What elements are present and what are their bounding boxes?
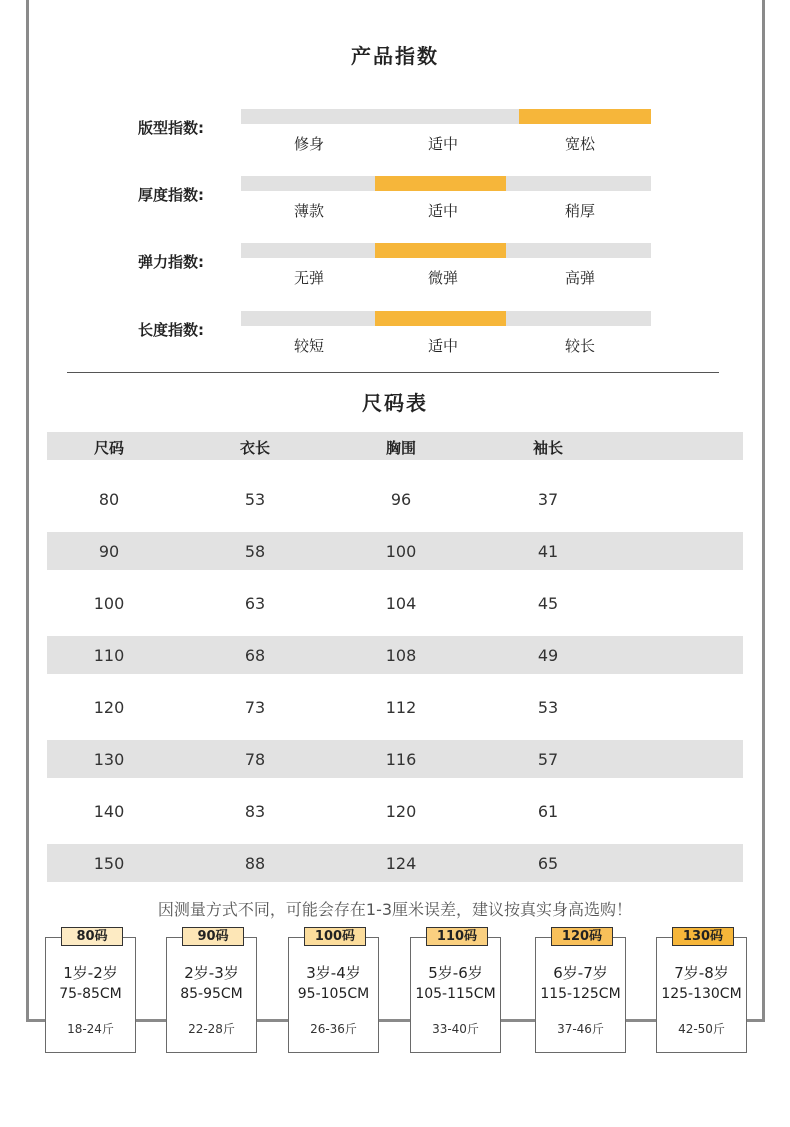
table-cell: 120 xyxy=(385,802,417,821)
table-cell: 41 xyxy=(537,542,559,561)
size-card-tag: 80码 xyxy=(61,927,123,946)
table-cell: 100 xyxy=(93,594,125,613)
table-row xyxy=(47,532,743,570)
size-card-height: 95-105CM xyxy=(297,986,370,1002)
size-card-height: 85-95CM xyxy=(180,986,243,1002)
index-bar-fill xyxy=(375,311,506,326)
table-cell: 104 xyxy=(385,594,417,613)
size-card-tag: 100码 xyxy=(304,927,366,946)
table-cell: 100 xyxy=(385,542,417,561)
table-cell: 150 xyxy=(93,854,125,873)
table-cell: 53 xyxy=(537,698,559,717)
size-card-age: 1岁-2岁 xyxy=(63,964,118,982)
size-card-weight: 37-46斤 xyxy=(557,1022,604,1036)
table-cell: 37 xyxy=(537,490,559,509)
frame-right-border xyxy=(762,0,765,1022)
index-option: 适中 xyxy=(427,202,458,220)
index-option: 适中 xyxy=(427,337,458,355)
index-bar xyxy=(241,176,651,191)
table-row xyxy=(47,574,743,626)
size-card-weight: 18-24斤 xyxy=(67,1022,114,1036)
size-card xyxy=(166,937,257,1053)
size-card xyxy=(410,937,501,1053)
table-cell: 124 xyxy=(385,854,417,873)
index-label: 版型指数: xyxy=(138,119,204,137)
size-card-age: 3岁-4岁 xyxy=(306,964,361,982)
table-cell: 49 xyxy=(537,646,559,665)
index-option: 薄款 xyxy=(293,202,324,220)
index-option: 修身 xyxy=(293,135,324,153)
index-option: 适中 xyxy=(427,135,458,153)
index-option: 较短 xyxy=(293,337,324,355)
section-divider xyxy=(67,372,719,373)
table-cell: 116 xyxy=(385,750,417,769)
size-card-height: 115-125CM xyxy=(540,986,621,1002)
index-bar-fill xyxy=(375,176,506,191)
size-card-height: 75-85CM xyxy=(59,986,122,1002)
size-card-tag: 90码 xyxy=(182,927,244,946)
header-length: 衣长 xyxy=(239,439,270,457)
index-label: 厚度指数: xyxy=(138,186,204,204)
size-card-age: 5岁-6岁 xyxy=(428,964,483,982)
size-card xyxy=(656,937,747,1053)
table-cell: 96 xyxy=(390,490,412,509)
size-card-weight: 33-40斤 xyxy=(432,1022,479,1036)
table-cell: 63 xyxy=(244,594,266,613)
table-cell: 90 xyxy=(98,542,120,561)
table-row xyxy=(47,782,743,834)
table-cell: 73 xyxy=(244,698,266,717)
size-card xyxy=(45,937,136,1053)
header-sleeve: 袖长 xyxy=(532,439,563,457)
table-cell: 108 xyxy=(385,646,417,665)
header-size: 尺码 xyxy=(93,439,124,457)
table-cell: 57 xyxy=(537,750,559,769)
table-cell: 88 xyxy=(244,854,266,873)
size-table-header xyxy=(47,432,743,460)
table-row xyxy=(47,740,743,778)
measurement-note: 因测量方式不同，可能会存在1-3厘米误差，建议按真实身高选购！ xyxy=(157,900,633,919)
index-option: 微弹 xyxy=(427,269,458,287)
size-card-weight: 22-28斤 xyxy=(188,1022,235,1036)
header-chest: 胸围 xyxy=(385,439,416,457)
table-cell: 140 xyxy=(93,802,125,821)
size-card xyxy=(535,937,626,1053)
size-card-tag: 130码 xyxy=(672,927,734,946)
size-card-age: 6岁-7岁 xyxy=(553,964,608,982)
size-card-tag: 120码 xyxy=(551,927,613,946)
index-bar-fill xyxy=(375,243,506,258)
index-option: 宽松 xyxy=(564,135,595,153)
table-cell: 120 xyxy=(93,698,125,717)
size-card-height: 105-115CM xyxy=(415,986,496,1002)
index-option: 高弹 xyxy=(564,269,595,287)
size-card-weight: 26-36斤 xyxy=(310,1022,357,1036)
index-option: 稍厚 xyxy=(564,202,595,220)
size-card-height: 125-130CM xyxy=(661,986,742,1002)
index-bar xyxy=(241,109,651,124)
table-cell: 112 xyxy=(385,698,417,717)
size-card-tag: 110码 xyxy=(426,927,488,946)
size-card-age: 2岁-3岁 xyxy=(184,964,239,982)
table-cell: 130 xyxy=(93,750,125,769)
table-cell: 80 xyxy=(98,490,120,509)
size-card xyxy=(288,937,379,1053)
table-row xyxy=(47,470,743,522)
table-cell: 78 xyxy=(244,750,266,769)
table-cell: 58 xyxy=(244,542,266,561)
index-label: 长度指数: xyxy=(138,321,204,339)
table-cell: 65 xyxy=(537,854,559,873)
table-row xyxy=(47,678,743,730)
table-cell: 61 xyxy=(537,802,559,821)
table-cell: 68 xyxy=(244,646,266,665)
table-cell: 83 xyxy=(244,802,266,821)
product-index-title: 产品指数 xyxy=(351,44,439,68)
index-bar-fill xyxy=(519,109,651,124)
frame-left-border xyxy=(26,0,29,1022)
size-card-age: 7岁-8岁 xyxy=(674,964,729,982)
table-cell: 53 xyxy=(244,490,266,509)
size-table-title: 尺码表 xyxy=(362,391,428,415)
table-row xyxy=(47,844,743,882)
index-option: 无弹 xyxy=(293,269,324,287)
table-cell: 45 xyxy=(537,594,559,613)
table-cell: 110 xyxy=(93,646,125,665)
table-row xyxy=(47,636,743,674)
index-option: 较长 xyxy=(564,337,595,355)
index-bar xyxy=(241,311,651,326)
index-label: 弹力指数: xyxy=(138,253,204,271)
frame-bottom-border xyxy=(26,1019,765,1022)
size-card-weight: 42-50斤 xyxy=(678,1022,725,1036)
index-bar xyxy=(241,243,651,258)
